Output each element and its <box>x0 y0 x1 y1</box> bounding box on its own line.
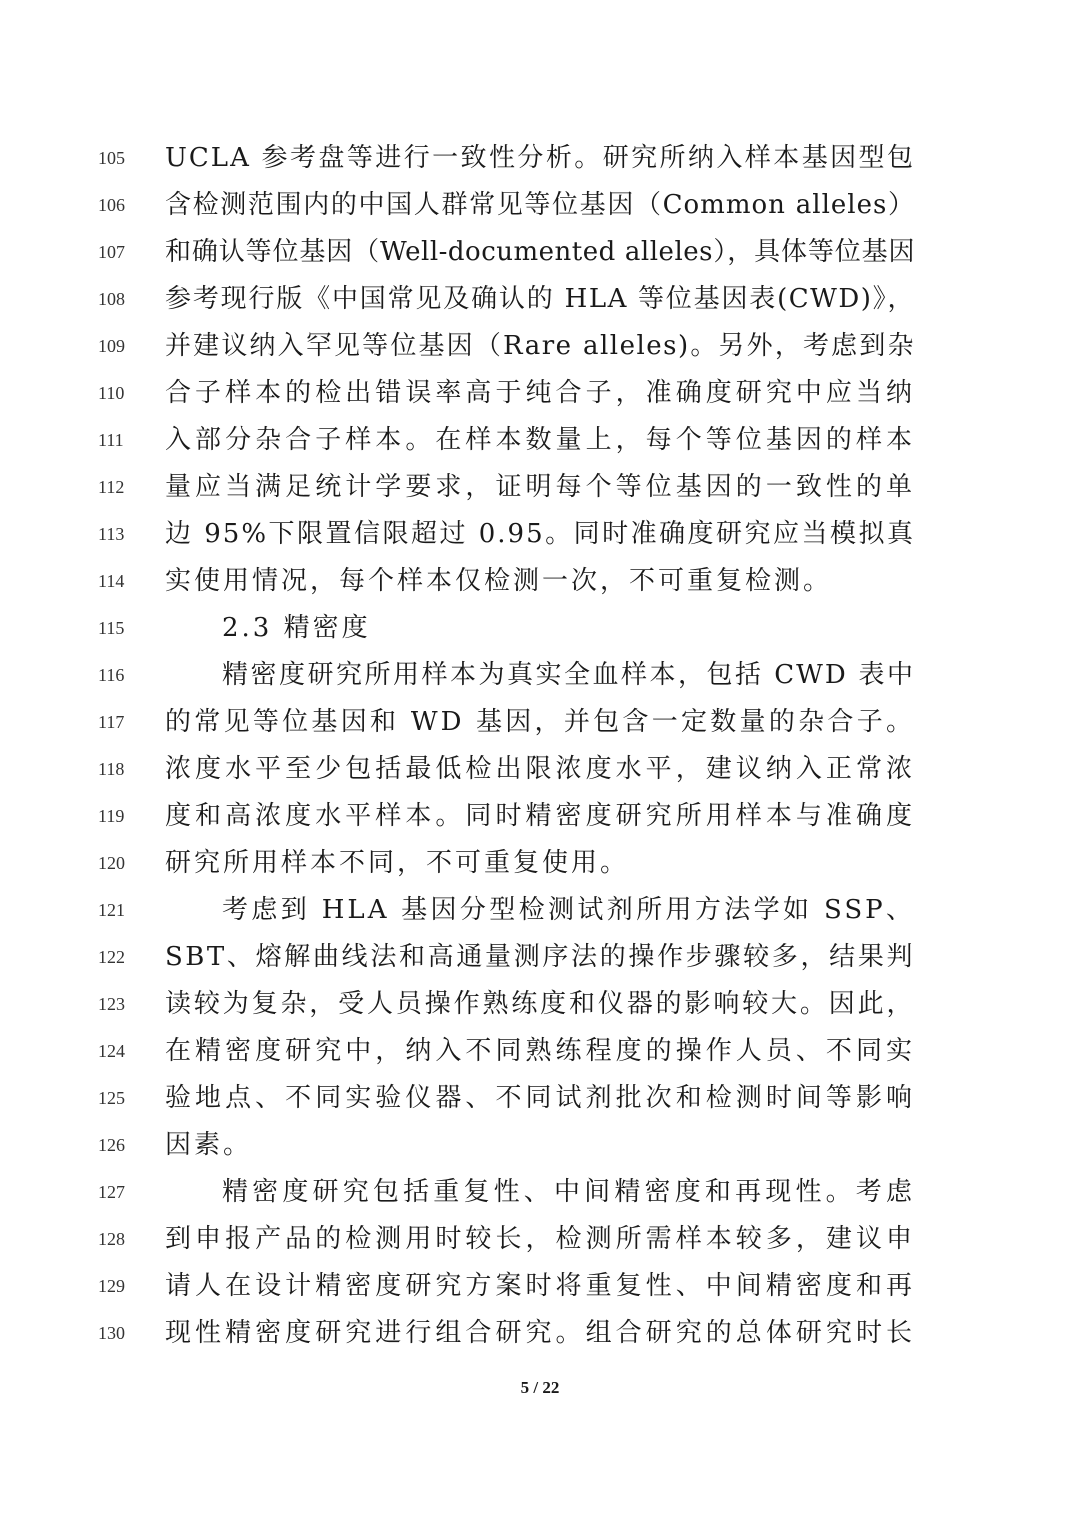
text-line <box>0 465 1080 512</box>
line-text: 在精密度研究中，纳入不同熟练程度的操作人员、不同实 <box>165 1036 915 1066</box>
line-number: 123 <box>98 994 125 1014</box>
line-text: 研究所用样本不同，不可重复使用。 <box>165 848 630 878</box>
line-text: UCLA 参考盘等进行一致性分析。研究所纳入样本基因型包 <box>165 143 915 173</box>
line-text: SBT、熔解曲线法和高通量测序法的操作步骤较多，结果判 <box>165 942 915 972</box>
text-line <box>0 982 1080 1029</box>
text-line <box>0 1217 1080 1264</box>
line-text: 并建议纳入罕见等位基因（Rare alleles)。另外，考虑到杂 <box>165 331 915 361</box>
line-text: 和确认等位基因（Well-documented alleles），具体等位基因 <box>165 237 915 267</box>
line-number: 124 <box>98 1041 125 1061</box>
text-line <box>0 559 1080 606</box>
text-line <box>0 1311 1080 1358</box>
text-line <box>0 1264 1080 1311</box>
line-number: 129 <box>98 1276 125 1296</box>
line-number: 109 <box>98 336 125 356</box>
page-number: 5 / 22 <box>520 1378 560 1397</box>
line-number: 115 <box>98 618 125 638</box>
text-line <box>0 183 1080 230</box>
line-text: 合子样本的检出错误率高于纯合子，准确度研究中应当纳 <box>165 378 915 408</box>
text-line <box>0 888 1080 935</box>
text-line <box>0 1170 1080 1217</box>
line-number: 118 <box>98 759 125 779</box>
line-text: 到申报产品的检测用时较长，检测所需样本较多，建议申 <box>165 1224 915 1254</box>
text-line <box>0 371 1080 418</box>
line-number: 127 <box>98 1182 125 1202</box>
line-number: 128 <box>98 1229 125 1249</box>
line-text: 浓度水平至少包括最低检出限浓度水平，建议纳入正常浓 <box>165 754 915 784</box>
section-heading-line <box>0 606 1080 653</box>
text-line <box>0 935 1080 982</box>
line-text: 参考现行版《中国常见及确认的 HLA 等位基因表(CWD)》， <box>165 284 915 314</box>
text-line <box>0 1123 1080 1170</box>
line-number: 119 <box>98 806 125 826</box>
line-text: 读较为复杂，受人员操作熟练度和仪器的影响较大。因此， <box>165 989 915 1019</box>
line-number: 107 <box>98 242 125 262</box>
text-line <box>0 1076 1080 1123</box>
text-line <box>0 418 1080 465</box>
line-number: 130 <box>98 1323 125 1343</box>
line-text: 入部分杂合子样本。在样本数量上，每个等位基因的样本 <box>165 425 915 455</box>
line-number: 113 <box>98 524 125 544</box>
line-number: 116 <box>98 665 125 685</box>
text-line <box>0 230 1080 277</box>
line-text: 边 95%下限置信限超过 0.95。同时准确度研究应当模拟真 <box>165 519 915 549</box>
line-number: 126 <box>98 1135 125 1155</box>
line-number: 108 <box>98 289 125 309</box>
text-line <box>0 136 1080 183</box>
line-number: 111 <box>98 430 124 450</box>
line-text: 的常见等位基因和 WD 基因，并包含一定数量的杂合子。 <box>165 707 915 737</box>
line-number: 105 <box>98 148 125 168</box>
line-number: 121 <box>98 900 125 920</box>
text-line <box>0 794 1080 841</box>
line-text: 请人在设计精密度研究方案时将重复性、中间精密度和再 <box>165 1271 915 1301</box>
line-number: 120 <box>98 853 125 873</box>
line-text: 含检测范围内的中国人群常见等位基因（Common alleles） <box>165 190 915 220</box>
line-text: 精密度研究所用样本为真实全血样本，包括 CWD 表中 <box>222 660 915 690</box>
text-line <box>0 324 1080 371</box>
line-number: 122 <box>98 947 125 967</box>
line-text: 度和高浓度水平样本。同时精密度研究所用样本与准确度 <box>165 801 915 831</box>
text-line <box>0 841 1080 888</box>
text-line <box>0 653 1080 700</box>
text-line <box>0 700 1080 747</box>
line-text: 量应当满足统计学要求，证明每个等位基因的一致性的单 <box>165 472 915 502</box>
line-text: 精密度研究包括重复性、中间精密度和再现性。考虑 <box>222 1177 915 1207</box>
text-line <box>0 277 1080 324</box>
line-text: 实使用情况，每个样本仅检测一次，不可重复检测。 <box>165 566 833 596</box>
line-number: 117 <box>98 712 125 732</box>
line-text: 验地点、不同实验仪器、不同试剂批次和检测时间等影响 <box>165 1083 915 1113</box>
line-number: 106 <box>98 195 125 215</box>
line-text: 因素。 <box>165 1130 253 1160</box>
text-line <box>0 747 1080 794</box>
line-text: 考虑到 HLA 基因分型检测试剂所用方法学如 SSP、 <box>222 895 915 925</box>
text-line <box>0 512 1080 559</box>
section-heading: 2.3 精密度 <box>222 613 371 643</box>
text-line <box>0 1029 1080 1076</box>
line-number: 114 <box>98 571 125 591</box>
line-text: 现性精密度研究进行组合研究。组合研究的总体研究时长 <box>165 1318 915 1348</box>
line-number: 110 <box>98 383 125 403</box>
line-number: 112 <box>98 477 125 497</box>
line-number: 125 <box>98 1088 125 1108</box>
